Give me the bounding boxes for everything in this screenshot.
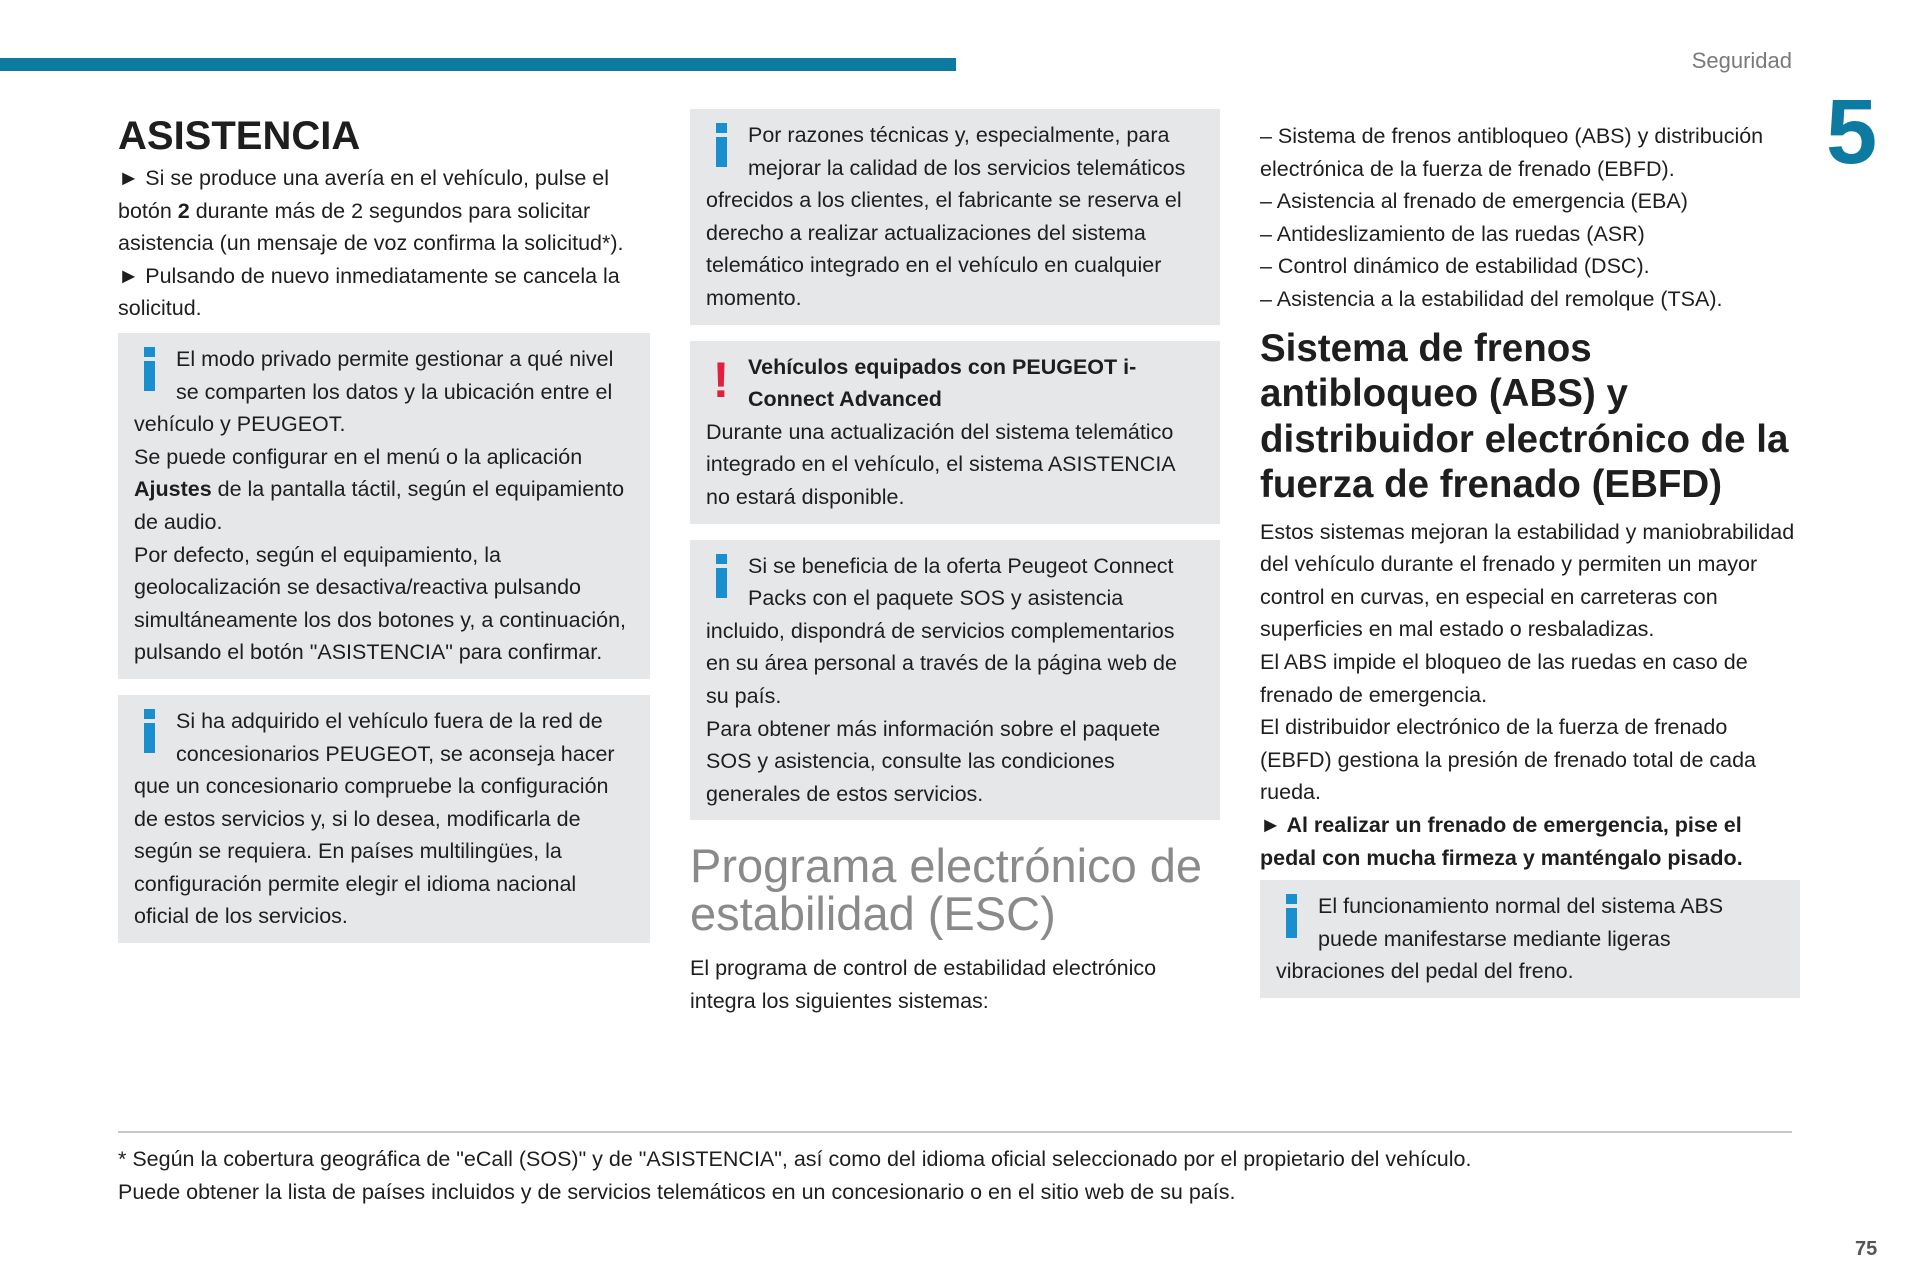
asistencia-heading: ASISTENCIA (118, 114, 361, 158)
paragraph: El funcionamiento normal del sistema ABS puede manifestarse mediante ligeras vibraciones del pedal del freno. (1276, 894, 1724, 984)
button-number: 2 (177, 198, 190, 223)
info-box-abs (1260, 880, 1800, 998)
footnote (118, 1131, 1792, 1209)
info-icon (708, 123, 734, 179)
paragraph: ► Pulsando de nuevo inmediatamente se cancela la solicitud. (118, 263, 620, 321)
paragraph: Por defecto, según el equipamiento, la geolocalización se desactiva/reactiva pulsando simultáneamente los dos botones y, a continuación, pulsando el botón "ASISTENCIA" para confirmar. (134, 542, 627, 665)
info-icon (136, 347, 162, 403)
paragraph: El programa de control de estabilidad electrónico integra los siguientes sistemas: (690, 956, 1157, 1013)
header-accent-bar (0, 58, 956, 71)
info-icon (708, 554, 734, 610)
column-2 (690, 109, 1220, 1017)
info-box-dealer (118, 695, 650, 943)
list-item: – Control dinámico de estabilidad (DSC). (1260, 254, 1650, 279)
warning-title: Vehículos equipados con PEUGEOT i-Connect Advanced (748, 354, 1137, 412)
paragraph: El modo privado permite gestionar a qué nivel se comparten los datos y la ubicación entre el vehículo y PEUGEOT. (134, 346, 614, 437)
paragraph: Para obtener más información sobre el paquete SOS y asistencia, consulte las condiciones generales de estos servicios. (706, 716, 1161, 806)
info-box-updates (690, 109, 1220, 325)
paragraph: Estos sistemas mejoran la estabilidad y maniobrabilidad del vehículo durante el frenado y permiten un mayor control en curvas, en especial en carreteras con superficies en mal estado o resbaladizas. (1260, 519, 1795, 642)
paragraph: Por razones técnicas y, especialmente, para mejorar la calidad de los servicios telemáticos ofrecidos a los clientes, el fabricante se reserva el derecho a realizar actualizaciones del sistema telemático integrado en el vehículo en cualquier momento. (706, 123, 1186, 310)
paragraph: El ABS impide el bloqueo de las ruedas en caso de frenado de emergencia. (1260, 649, 1748, 707)
chapter-number: 5 (1826, 81, 1878, 183)
text: Se puede configurar en el menú o la aplicación (134, 444, 583, 469)
abs-heading: Sistema de frenos antibloqueo (ABS) y distribuidor electrónico de la fuerza de frenado (EBFD) (1260, 326, 1789, 507)
column-1 (118, 112, 650, 959)
instruction: ► Al realizar un frenado de emergencia, pise el pedal con mucha firmeza y manténgalo pisado. (1260, 812, 1743, 870)
paragraph (118, 162, 650, 260)
info-box-private-mode (118, 333, 650, 679)
info-box-connect-packs (690, 540, 1220, 821)
text: de la pantalla táctil, según el equipamiento de audio. (134, 477, 625, 534)
warning-icon: ! (712, 351, 730, 408)
footnote-line: * Según la cobertura geográfica de "eCall (SOS)" y de "ASISTENCIA", así como del idioma oficial seleccionado por el propietario del vehículo. (118, 1147, 1472, 1171)
list-item: – Asistencia al frenado de emergencia (EBA) (1260, 189, 1688, 214)
page-number: 75 (1855, 1238, 1878, 1260)
text: durante más de 2 segundos para solicitar asistencia (un mensaje de voz confirma la solicitud*). (118, 198, 624, 256)
column-3 (1260, 120, 1800, 1014)
warning-box (690, 341, 1220, 524)
footnote-line: Puede obtener la lista de países incluidos y de servicios telemáticos en un concesionario o en el sitio web de su país. (118, 1180, 1236, 1204)
text: ► Si se produce una avería en el vehículo, pulse el botón (118, 166, 609, 223)
list-item: – Antideslizamiento de las ruedas (ASR) (1260, 221, 1645, 246)
paragraph: El distribuidor electrónico de la fuerza de frenado (EBFD) gestiona la presión de frenado total de cada rueda. (1260, 715, 1756, 805)
paragraph: Si se beneficia de la oferta Peugeot Connect Packs con el paquete SOS y asistencia incluido, dispondrá de servicios complementarios en su área personal a través de la página web de su país. (706, 553, 1177, 708)
section-title: Seguridad (1691, 48, 1792, 73)
info-icon (136, 709, 162, 765)
list-item: – Sistema de frenos antibloqueo (ABS) y distribución electrónica de la fuerza de frenado (EBFD). (1260, 124, 1764, 181)
esc-heading: Programa electrónico de estabilidad (ESC) (690, 839, 1203, 941)
info-icon (1278, 894, 1304, 950)
paragraph (134, 441, 634, 539)
settings-label: Ajustes (134, 477, 212, 502)
list-item: – Asistencia a la estabilidad del remolque (TSA). (1260, 286, 1723, 311)
paragraph: Si ha adquirido el vehículo fuera de la red de concesionarios PEUGEOT, se aconseja hacer que un concesionario compruebe la configuración de estos servicios y, si lo desea, modificarla de según se requiera. En países multilingües, la configuración permite elegir el idioma nacional oficial de los servicios. (134, 708, 615, 929)
paragraph: Durante una actualización del sistema telemático integrado en el vehículo, el sistema ASISTENCIA no estará disponible. (706, 419, 1175, 509)
